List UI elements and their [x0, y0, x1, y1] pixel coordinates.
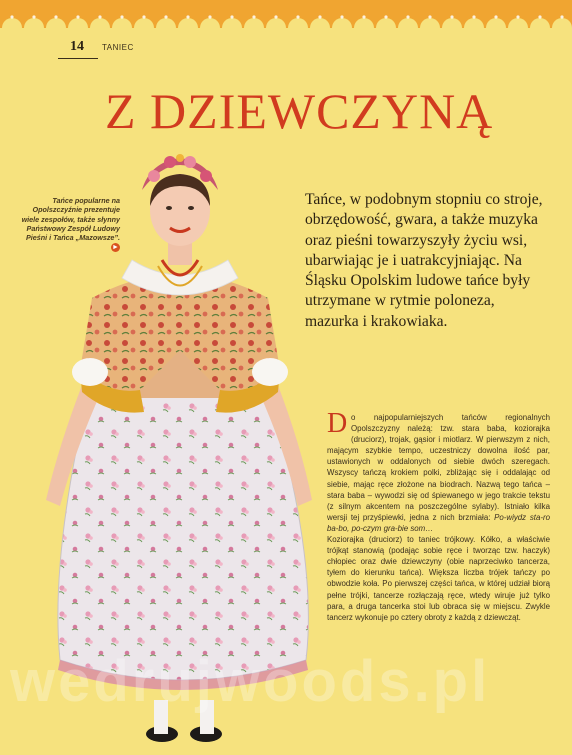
section-label: TANIEC [102, 43, 134, 52]
caption-text: Tańce popularne na Opolszczyźnie prezentuje wiele zespołów, także słynny Państwowy Zespół Ludowy Pieśni i Tańca „Mazowsze”. [21, 196, 120, 243]
drop-cap: D [327, 408, 348, 439]
body-paragraph-1 [327, 408, 550, 534]
body-paragraph-2: Koziorajka (druciorz) to taniec trójkowy. Kółko, a właściwie trójkąt stanowią (podając sobie ręce i tworząc tzw. haczyk) chłopiec oraz dwie dziewczyny (obie naprzeciwko tancerza, tyłem do kierunku tańca). Większa liczba trójek tańczy po obwodzie koła. Po pierwszej części tańca, w której udział biorą pełne trójki, tancerze rozłączają ręce, wtedy wiruje już tylko para, a druga tancerka stoi lub obraca się w miejscu. Zwykle tancerz wykonuje po cztery obroty z każdą z dziewcząt. [327, 535, 550, 622]
header-rule [58, 58, 98, 59]
arrow-right-circle-icon: ► [112, 244, 119, 252]
scallop-border [0, 0, 572, 28]
page-header [58, 39, 134, 55]
page-title: Z DZIEWCZYNĄ [105, 83, 494, 139]
body-paragraph-1-text: o najpopularniejszych tańców regionalnych Opolszczyzny należą: tzw. stara baba, koziorajka (druciorz), trojak, gąsior i miotlarz. W pierwszym z nich, mającym szybkie tempo, uczestniczy dowolna ilość par, ustawionych w oddalonych od siebie dwóch szeregach. Wszyscy tańczą krokiem polki, zbliżając się i oddalając od siebie, mając ręce złożone na biodrach. Nazwą tego tańca – stara baba – wywodzi się od śpiewanego w jego trakcie tekstu (z silnym akcentem na poszczególne sylaby). Istniało kilka wersji tej przyśpiewki, jedna z nich brzmiała: [327, 413, 550, 522]
watermark: wedrujwoods.pl [10, 649, 491, 714]
lead-paragraph: Tańce, w podobnym stopniu co stroje, obrzędowość, gwara, a także muzyka oraz pieśni towarzyszyły życiu wsi, ubarwiając je i uatrakcyjniając. Na Śląsku Opolskim ludowe tańce były utrzymane w rytmie poloneza, mazurka i krakowiaka. [305, 191, 543, 330]
page-number: 14 [70, 39, 84, 54]
article-body [327, 408, 550, 623]
photo-caption [18, 196, 120, 252]
decorative-top-band [0, 0, 572, 28]
song-lyric: Po-wiydz sta-ro ba-bo, po-czym gra-bie som… [327, 512, 550, 533]
